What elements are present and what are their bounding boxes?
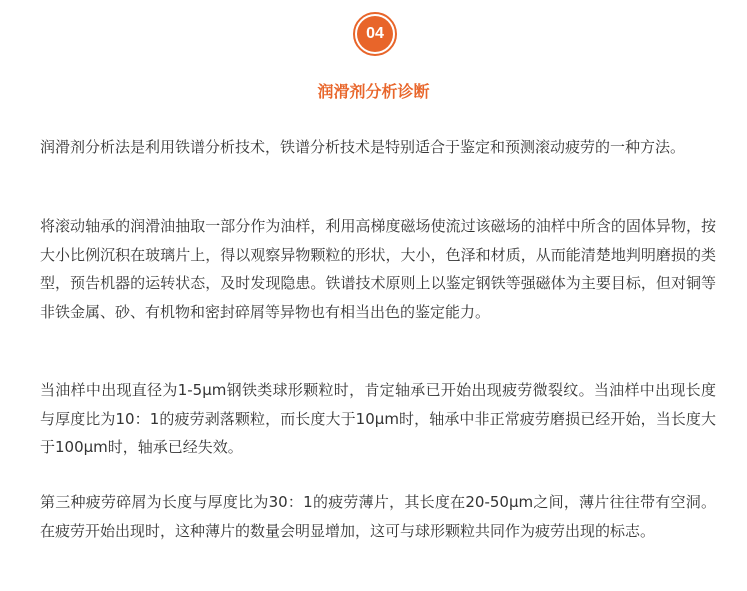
section-number: 04: [357, 16, 393, 52]
section-number-badge: [353, 12, 397, 56]
paragraph-1: 润滑剂分析法是利用铁谱分析技术，铁谱分析技术是特别适合于鉴定和预测滚动疲劳的一种方法。: [40, 138, 686, 156]
paragraph-4: 第三种疲劳碎屑为长度与厚度比为30：1的疲劳薄片，其长度在20-50μm之间，薄片往往带有空洞。在疲劳开始出现时，这种薄片的数量会明显增加，这可与球形颗粒共同作为疲劳出现的标志。: [40, 493, 716, 540]
paragraph-2: 将滚动轴承的润滑油抽取一部分作为油样，利用高梯度磁场使流过该磁场的油样中所含的固体异物，按大小比例沉积在玻璃片上，得以观察异物颗粒的形状，大小，色泽和材质，从而能清楚地判明磨损的类型，预告机器的运转状态，及时发现隐患。铁谱技术原则上以鉴定钢铁等强磁体为主要目标，但对铜等非铁金属、砂、有机物和密封碎屑等异物也有相当出色的鉴定能力。: [40, 217, 716, 321]
section-title: 润滑剂分析诊断: [317, 82, 430, 101]
paragraph-3: 当油样中出现直径为1-5μm钢铁类球形颗粒时，肯定轴承已开始出现疲劳微裂纹。当油样中出现长度与厚度比为10：1的疲劳剥落颗粒，而长度大于10μm时，轴承中非正常疲劳磨损已经开始，当长度大于100μm时，轴承已经失效。: [40, 381, 716, 456]
